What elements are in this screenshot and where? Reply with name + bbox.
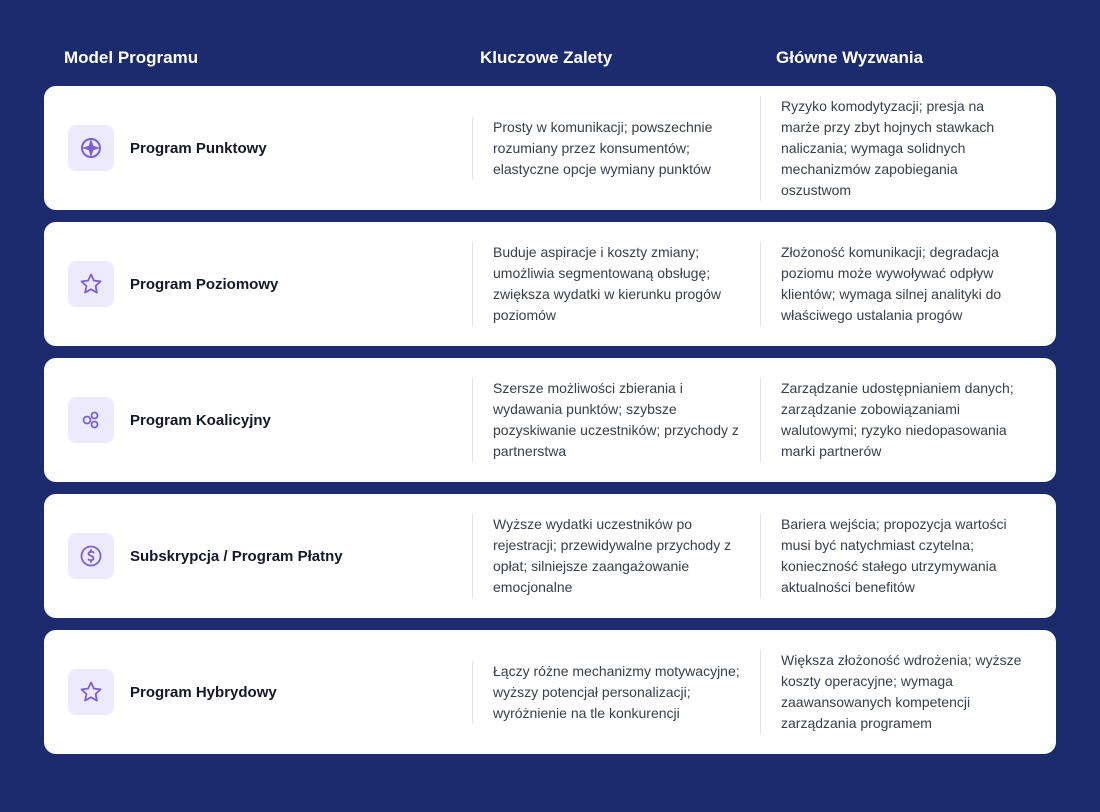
- paid-coin-icon: [68, 533, 114, 579]
- header-advantages: Kluczowe Zalety: [480, 48, 613, 67]
- challenges-cell: Złożoność komunikacji; degradacja poziomu może wywoływać odpływ klientów; wymaga silnej analityki do właściwego ustalania progów: [760, 242, 1032, 326]
- table-row: [44, 222, 1056, 346]
- advantages-cell: Buduje aspiracje i koszty zmiany; umożliwia segmentowaną obsługę; zwiększa wydatki w kierunku progów poziomów: [472, 242, 760, 326]
- coalition-icon: [68, 397, 114, 443]
- advantages-cell: Szersze możliwości zbierania i wydawania punktów; szybsze pozyskiwanie uczestników; przychody z partnerstwa: [472, 378, 760, 462]
- table-row: [44, 630, 1056, 754]
- program-name: Subskrypcja / Program Płatny: [130, 547, 343, 565]
- program-name: Program Poziomowy: [130, 275, 279, 293]
- program-name: Program Punktowy: [130, 139, 267, 157]
- challenges-cell: Zarządzanie udostępnianiem danych; zarządzanie zobowiązaniami walutowymi; ryzyko niedopasowania marki partnerów: [760, 378, 1032, 462]
- challenges-cell: Większa złożoność wdrożenia; wyższe koszty operacyjne; wymaga zaawansowanych kompetencji zarządzania programem: [760, 650, 1032, 734]
- star-icon: [68, 261, 114, 307]
- header-model: Model Programu: [64, 48, 199, 67]
- table-header: [0, 48, 1100, 70]
- table-row: [44, 358, 1056, 482]
- challenges-cell: Ryzyko komodytyzacji; presja na marże przy zbyt hojnych stawkach naliczania; wymaga solidnych mechanizmów zapobiegania oszustwom: [760, 96, 1032, 201]
- advantages-cell: Łączy różne mechanizmy motywacyjne; wyższy potencjał personalizacji; wyróżnienie na tle konkurencji: [472, 661, 760, 724]
- table-body: [44, 86, 1056, 766]
- compass-icon: [68, 125, 114, 171]
- advantages-cell: Wyższe wydatki uczestników po rejestracji; przewidywalne przychody z opłat; silniejsze zaangażowanie emocjonalne: [472, 514, 760, 598]
- advantages-cell: Prosty w komunikacji; powszechnie rozumiany przez konsumentów; elastyczne opcje wymiany punktów: [472, 117, 760, 180]
- star-icon: [68, 669, 114, 715]
- program-name: Program Hybrydowy: [130, 683, 277, 701]
- table-row: [44, 86, 1056, 210]
- table-row: [44, 494, 1056, 618]
- challenges-cell: Bariera wejścia; propozycja wartości musi być natychmiast czytelna; konieczność stałego utrzymywania aktualności benefitów: [760, 514, 1032, 598]
- program-name: Program Koalicyjny: [130, 411, 271, 429]
- header-challenges: Główne Wyzwania: [776, 48, 924, 67]
